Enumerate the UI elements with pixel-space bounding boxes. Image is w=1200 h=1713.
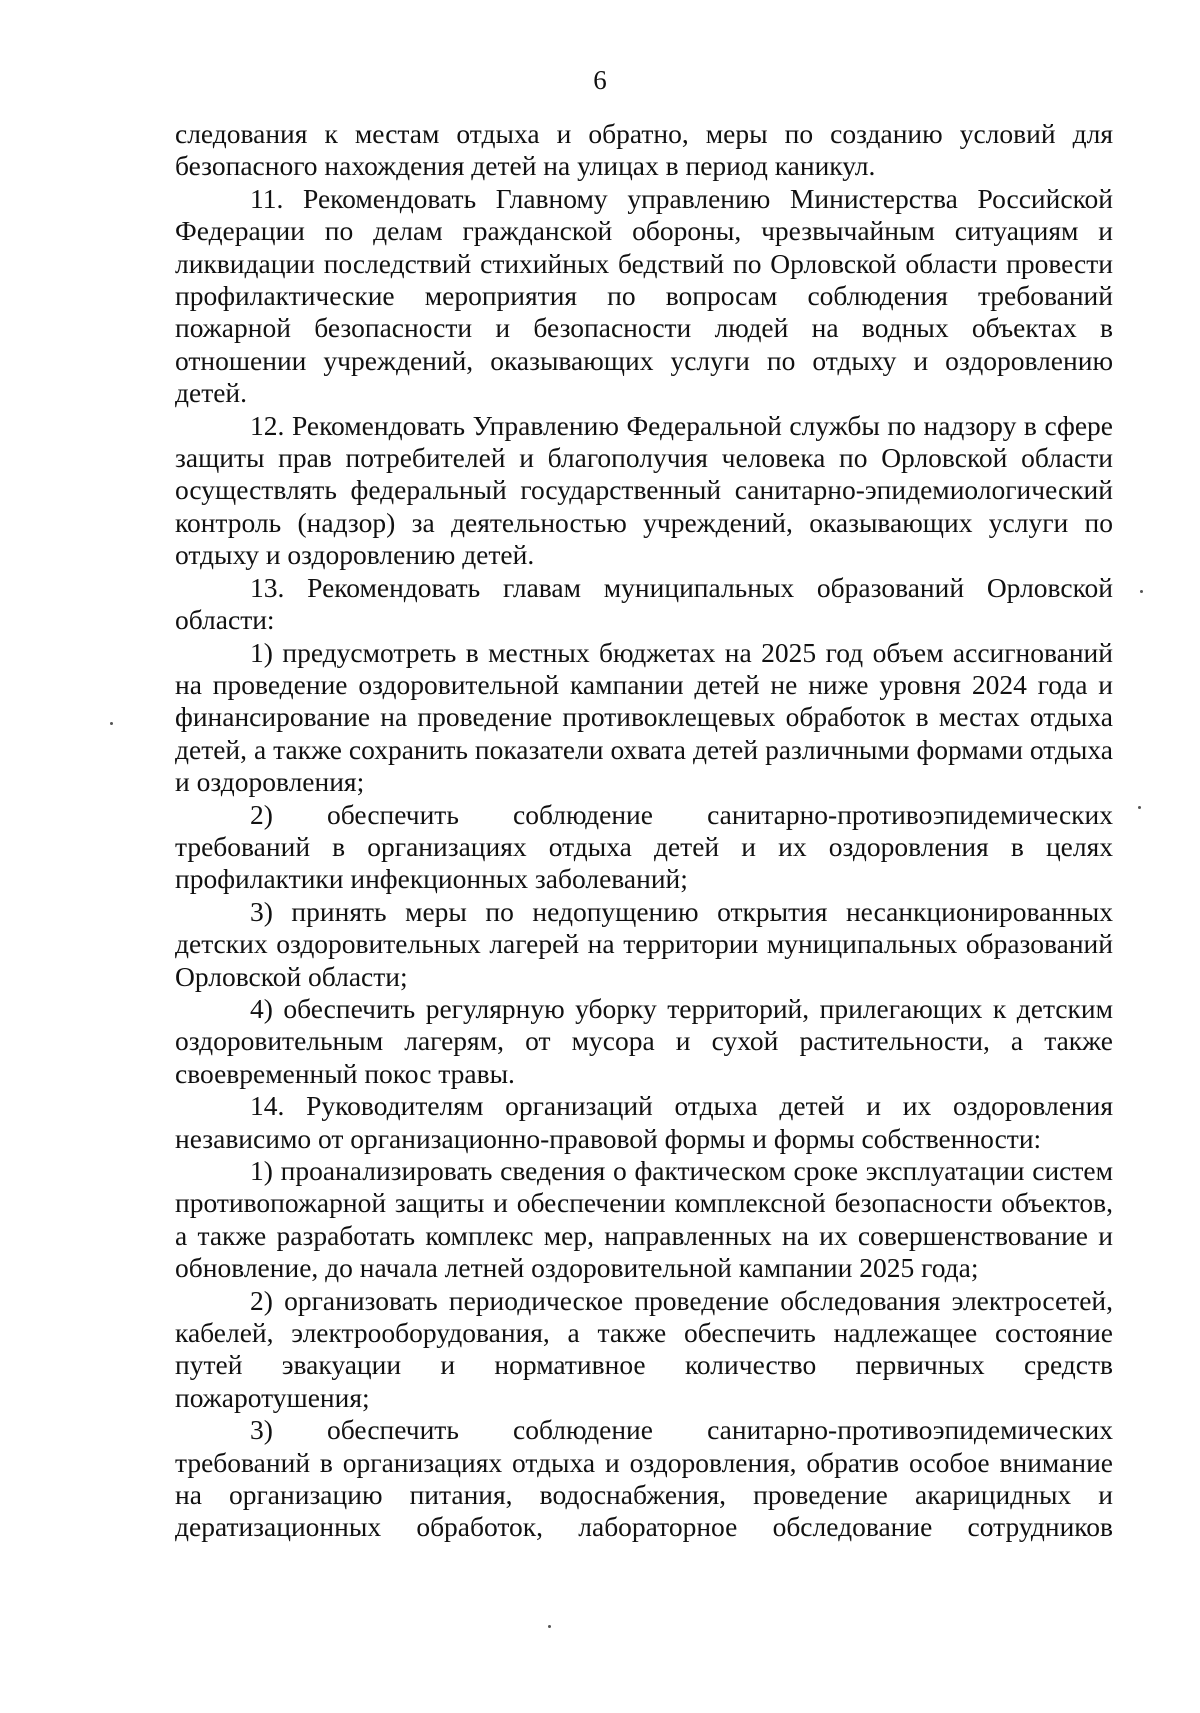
paragraph-item-14-1: 1) проанализировать сведения о фактическом сроке эксплуатации систем противопожарной защиты и обеспечении комплексной безопасности объектов, а также разработать комплекс мер, направленных на их совершенствование и обновление, до начала летней оздоровительной кампании 2025 года; xyxy=(175,1155,1113,1284)
scan-speck xyxy=(110,722,113,725)
page-number: 6 xyxy=(593,65,607,95)
paragraph-item-12: 12. Рекомендовать Управлению Федеральной службы по надзору в сфере защиты прав потребителей и благополучия человека по Орловской области осуществлять федеральный государственный санитарно-эпидемиологический контроль (надзор) за деятельностью учреждений, оказывающих услуги по отдыху и оздоровлению детей. xyxy=(175,409,1113,571)
paragraph-item-14: 14. Руководителям организаций отдыха детей и их оздоровления независимо от организационно-правовой формы и формы собственности: xyxy=(175,1090,1113,1154)
paragraph-item-13-1: 1) предусмотреть в местных бюджетах на 2025 год объем ассигнований на проведение оздоровительной кампании детей не ниже уровня 2024 года и финансирование на проведение противоклещевых обработок в местах отдыха детей, а также сохранить показатели охвата детей различными формами отдыха и оздоровления; xyxy=(175,636,1113,798)
paragraph-item-13-4: 4) обеспечить регулярную уборку территорий, прилегающих к детским оздоровительным лагерям, от мусора и сухой растительности, а также своевременный покос травы. xyxy=(175,992,1113,1089)
paragraph-item-13-2: 2) обеспечить соблюдение санитарно-противоэпидемических требований в организациях отдыха детей и их оздоровления в целях профилактики инфекционных заболеваний; xyxy=(175,798,1113,895)
paragraph-item-14-2: 2) организовать периодическое проведение обследования электросетей, кабелей, электрооборудования, а также обеспечить надлежащее состояние путей эвакуации и нормативное количество первичных средств пожаротушения; xyxy=(175,1284,1113,1413)
document-body xyxy=(175,118,1113,1544)
scan-speck xyxy=(1138,806,1141,809)
paragraph-item-14-3: 3) обеспечить соблюдение санитарно-противоэпидемических требований в организациях отдыха и оздоровления, обратив особое внимание на организацию питания, водоснабжения, проведение акарицидных и дератизационных обработок, лабораторное обследование сотрудников xyxy=(175,1414,1113,1543)
scan-speck xyxy=(1140,590,1143,593)
paragraph-continuation: следования к местам отдыха и обратно, меры по созданию условий для безопасного нахождения детей на улицах в период каникул. xyxy=(175,118,1113,182)
paragraph-item-13: 13. Рекомендовать главам муниципальных образований Орловской области: xyxy=(175,571,1113,636)
paragraph-item-11: 11. Рекомендовать Главному управлению Министерства Российской Федерации по делам гражданской обороны, чрезвычайным ситуациям и ликвидации последствий стихийных бедствий по Орловской области провести профилактические мероприятия по вопросам соблюдения требований пожарной безопасности и безопасности людей на водных объектах в отношении учреждений, оказывающих услуги по отдыху и оздоровлению детей. xyxy=(175,182,1113,409)
scan-speck xyxy=(548,1625,551,1628)
paragraph-item-13-3: 3) принять меры по недопущению открытия несанкционированных детских оздоровительных лагерей на территории муниципальных образований Орловской области; xyxy=(175,895,1113,992)
